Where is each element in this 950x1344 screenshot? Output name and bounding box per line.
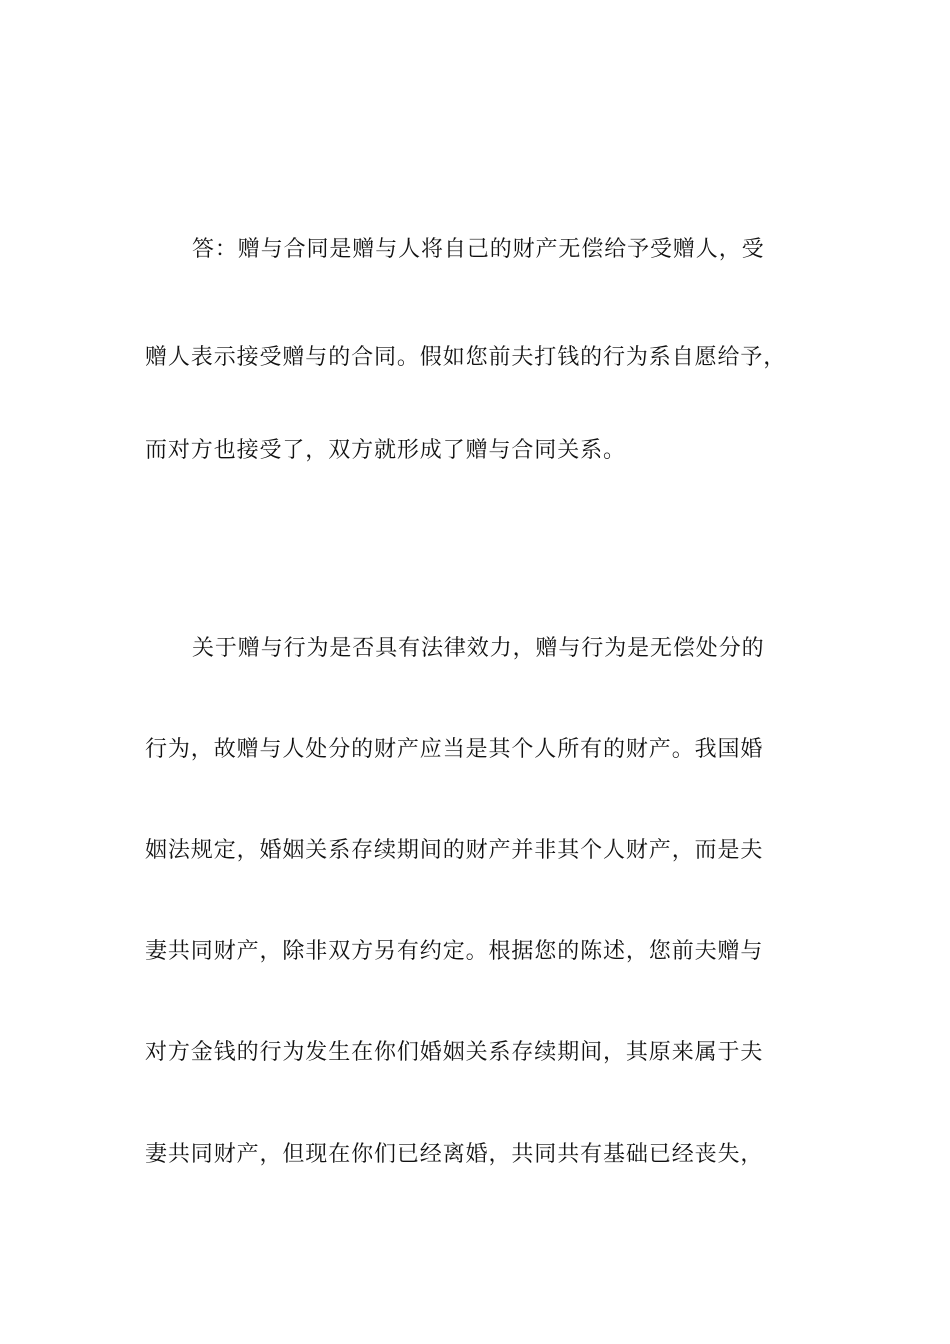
paragraph-line: 行为，故赠与人处分的财产应当是其个人所有的财产。我国婚 bbox=[145, 737, 764, 762]
paragraph-line: 关于赠与行为是否具有法律效力，赠与行为是无偿处分的 bbox=[192, 636, 765, 661]
paragraph-line: 答：赠与合同是赠与人将自己的财产无偿给予受赠人，受 bbox=[192, 237, 765, 262]
paragraph-line: 姻法规定，婚姻关系存续期间的财产并非其个人财产，而是夫 bbox=[145, 838, 764, 863]
paragraph-line: 妻共同财产，除非双方另有约定。根据您的陈述，您前夫赠与 bbox=[145, 939, 764, 964]
paragraph-line: 对方金钱的行为发生在你们婚姻关系存续期间，其原来属于夫 bbox=[145, 1040, 764, 1065]
paragraph-line: 妻共同财产，但现在你们已经离婚，共同共有基础已经丧失， bbox=[145, 1142, 764, 1167]
paragraph-line: 赠人表示接受赠与的合同。假如您前夫打钱的行为系自愿给予， bbox=[145, 345, 787, 370]
paragraph-line: 而对方也接受了，双方就形成了赠与合同关系。 bbox=[145, 438, 626, 463]
